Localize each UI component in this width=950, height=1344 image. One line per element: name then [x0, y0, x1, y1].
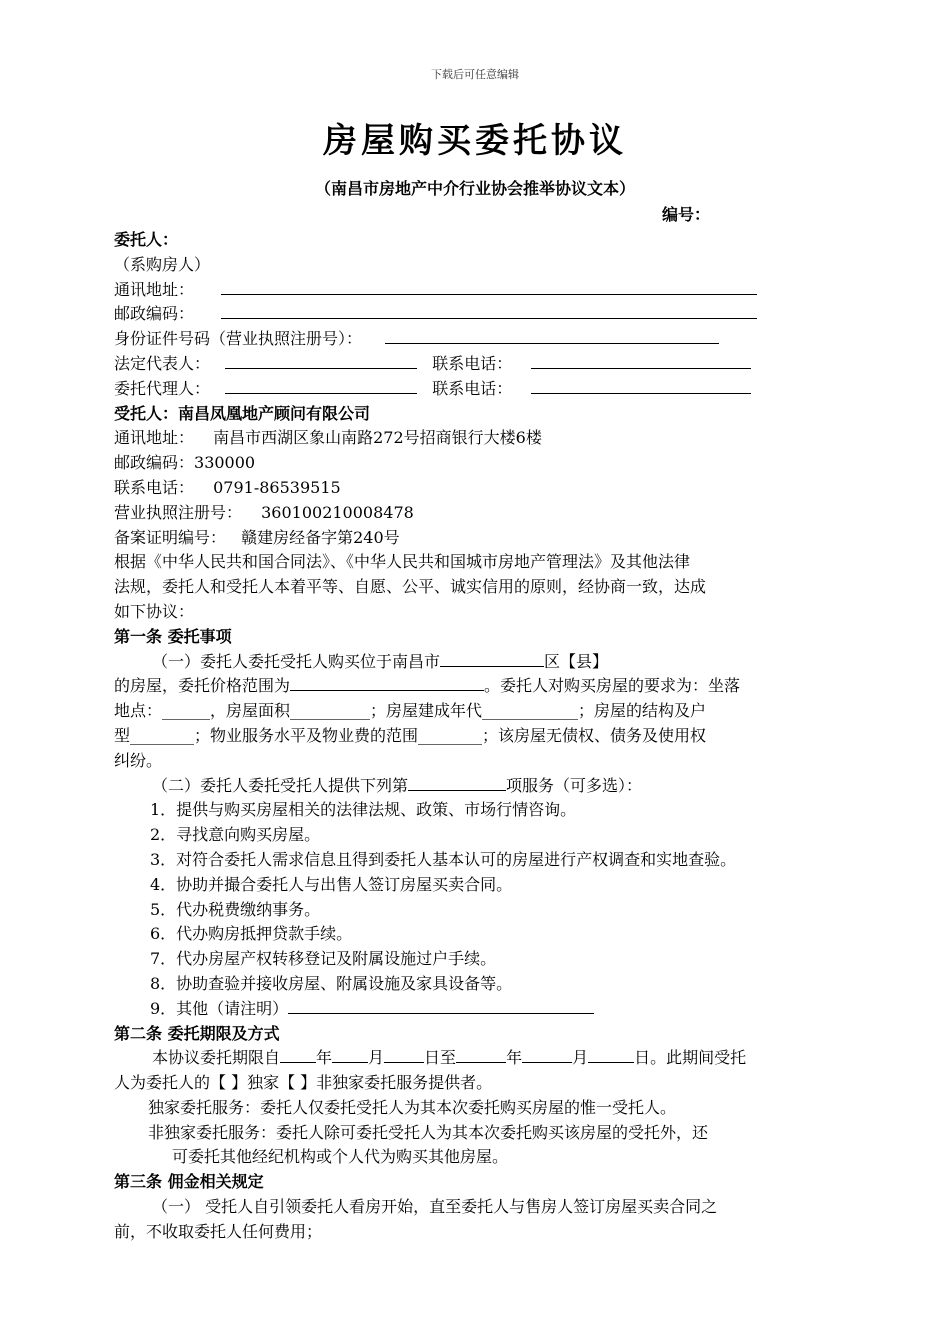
agent-record: 赣建房经备字第240号	[241, 527, 400, 547]
header-note: 下载后可任意编辑	[431, 68, 519, 81]
principal-address-label: 通讯地址：	[114, 279, 195, 299]
serial-number-label: 编号：	[662, 205, 711, 224]
article-2-clause-line-1	[114, 1046, 850, 1071]
service-item: 7．代办房屋产权转移登记及附属设施过户手续。	[150, 949, 497, 969]
service-item: 3．对符合委托人需求信息且得到委托人基本认可的房屋进行产权调查和实地查验。	[150, 849, 737, 869]
principal-address-blank[interactable]	[221, 278, 757, 295]
service-item: 4．协助并撮合委托人与出售人签订房屋买卖合同。	[150, 874, 513, 894]
service-item-other	[114, 997, 850, 1022]
article-1-clause-1-line-1	[114, 650, 850, 675]
preamble-line-3: 如下协议：	[114, 601, 195, 621]
agent-postcode: 330000	[194, 453, 256, 473]
agent-postcode-label: 邮政编码：	[114, 453, 195, 473]
agent-phone-label: 联系电话：	[114, 477, 195, 497]
nonexclusive-definition-2: 可委托其他经纪机构或个人代为购买其他房屋。	[172, 1147, 509, 1167]
clause-text: （一）委托人委托受托人购买位于南昌市	[152, 651, 441, 671]
principal-agent-phone-blank[interactable]	[531, 377, 751, 394]
start-day-blank[interactable]	[384, 1046, 424, 1063]
start-year-blank[interactable]	[280, 1046, 316, 1063]
article-1-clause-1-line-4: 型________；物业服务水平及物业费的范围________；该房屋无债权、债务及使用权	[114, 725, 707, 745]
legal-rep-label: 法定代表人：	[114, 353, 211, 373]
document-body	[114, 228, 850, 1245]
service-items-blank[interactable]	[408, 774, 506, 791]
district-blank[interactable]	[440, 650, 544, 667]
end-year-blank[interactable]	[456, 1046, 506, 1063]
principal-heading: 委托人：	[114, 230, 179, 249]
principal-postcode-label: 邮政编码：	[114, 304, 195, 324]
clause-text: 本协议委托期限自	[152, 1048, 281, 1068]
clause-text: 区【县】	[544, 651, 609, 671]
agent-license-label: 营业执照注册号：	[114, 502, 243, 522]
end-month-blank[interactable]	[522, 1046, 572, 1063]
agent-heading: 受托人：南昌凤凰地产顾问有限公司	[114, 403, 371, 423]
article-3-clause-line-2: 前，不收取委托人任何费用；	[114, 1221, 323, 1241]
price-range-blank[interactable]	[290, 674, 484, 691]
exclusive-definition: 独家委托服务：委托人仅委托受托人为其本次委托购买房屋的惟一受托人。	[148, 1097, 677, 1117]
principal-agent-label: 委托代理人：	[114, 378, 211, 398]
service-item: 1．提供与购买房屋相关的法律法规、政策、市场行情咨询。	[150, 800, 577, 820]
principal-postcode-row	[114, 302, 850, 327]
clause-text: 项服务（可多选）：	[506, 775, 643, 795]
article-1-clause-1-line-5: 纠纷。	[114, 750, 163, 770]
service-item: 5．代办税费缴纳事务。	[150, 899, 321, 919]
article-1-clause-1-line-3: 地点：______，房屋面积__________；房屋建成年代____________；房屋的结构及户	[114, 701, 707, 721]
agent-address-row	[114, 426, 850, 451]
clause-text: 月	[368, 1048, 385, 1068]
document-subtitle: （南昌市房地产中介行业协会推举协议文本）	[314, 179, 635, 198]
document-title: 房屋购买委托协议	[323, 121, 627, 161]
article-3-heading: 第三条 佣金相关规定	[114, 1172, 264, 1192]
principal-agent-phone-label: 联系电话：	[432, 378, 513, 398]
agent-phone-row	[114, 476, 850, 501]
article-1-clause-2	[114, 774, 850, 799]
legal-rep-blank[interactable]	[225, 352, 417, 369]
article-1-heading: 第一条 委托事项	[114, 626, 232, 646]
clause-text: 日至	[424, 1048, 457, 1068]
clause-text: 的房屋，委托价格范围为	[114, 676, 291, 696]
agent-address-label: 通讯地址：	[114, 428, 195, 448]
article-2-heading: 第二条 委托期限及方式	[114, 1023, 280, 1043]
principal-agent-row	[114, 377, 850, 402]
agent-license-row	[114, 501, 850, 526]
principal-address-row	[114, 278, 850, 303]
agent-postcode-row	[114, 451, 850, 476]
service-item: 8．协助查验并接收房屋、附属设施及家具设备等。	[150, 973, 513, 993]
agent-record-row	[114, 526, 850, 551]
principal-id-blank[interactable]	[385, 327, 719, 344]
principal-role: （系购房人）	[114, 254, 211, 274]
clause-text: 。委托人对购买房屋的要求为：坐落	[484, 676, 741, 696]
legal-rep-phone-blank[interactable]	[531, 352, 751, 369]
other-service-blank[interactable]	[288, 997, 594, 1014]
agent-address: 南昌市西湖区象山南路272号招商银行大楼6楼	[213, 428, 542, 448]
agent-record-label: 备案证明编号：	[114, 527, 227, 547]
nonexclusive-definition-1: 非独家委托服务：委托人除可委托受托人为其本次委托购买该房屋的受托外，还	[148, 1122, 709, 1142]
preamble-line-1: 根据《中华人民共和国合同法》、《中华人民共和国城市房地产管理法》及其他法律	[114, 552, 691, 572]
principal-postcode-blank[interactable]	[221, 302, 757, 319]
clause-text: （二）委托人委托受托人提供下列第	[152, 775, 409, 795]
principal-agent-blank[interactable]	[225, 377, 417, 394]
clause-text: 9．其他（请注明）	[150, 998, 289, 1018]
service-item: 2．寻找意向购买房屋。	[150, 825, 321, 845]
service-item: 6．代办购房抵押贷款手续。	[150, 924, 353, 944]
article-3-clause-line-1: （一） 受托人自引领委托人看房开始，直至委托人与售房人签订房屋买卖合同之	[152, 1197, 718, 1217]
principal-legal-rep-row	[114, 352, 850, 377]
legal-rep-phone-label: 联系电话：	[432, 353, 513, 373]
clause-text: 日。此期间受托	[634, 1048, 747, 1068]
article-1-clause-1-line-2	[114, 674, 850, 699]
principal-id-label: 身份证件号码（营业执照注册号）：	[114, 329, 363, 349]
principal-id-row	[114, 327, 850, 352]
article-2-clause-line-2: 人为委托人的【 】独家【 】非独家委托服务提供者。	[114, 1073, 493, 1093]
start-month-blank[interactable]	[332, 1046, 368, 1063]
clause-text: 月	[572, 1048, 589, 1068]
clause-text: 年	[506, 1048, 523, 1068]
preamble-line-2: 法规，委托人和受托人本着平等、自愿、公平、诚实信用的原则，经协商一致，达成	[114, 577, 707, 597]
agent-license: 360100210008478	[261, 502, 414, 522]
agent-phone: 0791-86539515	[213, 477, 341, 497]
clause-text: 年	[316, 1048, 333, 1068]
end-day-blank[interactable]	[588, 1046, 634, 1063]
